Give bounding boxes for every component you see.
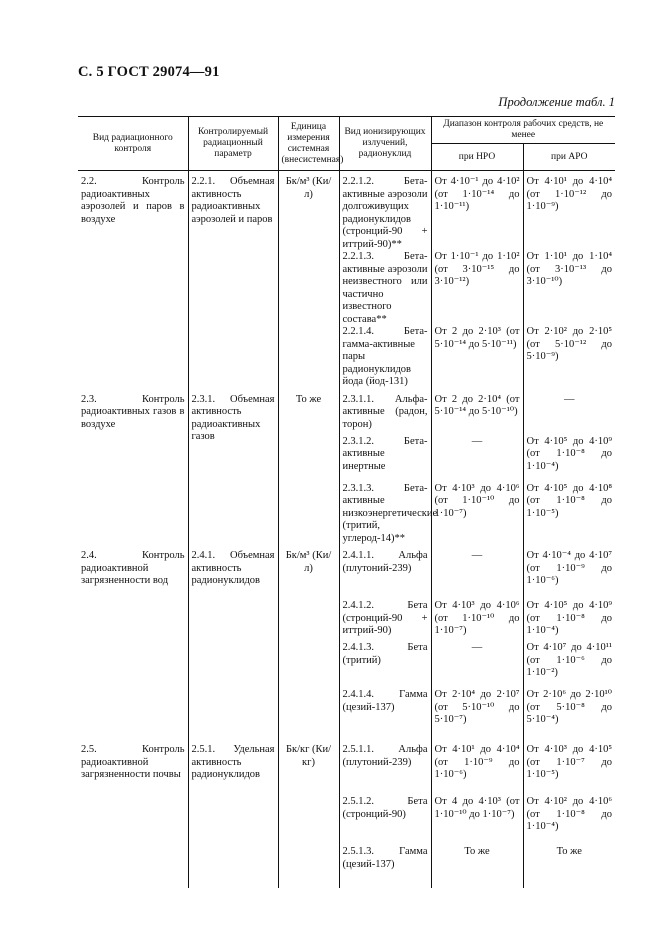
cell-aro: От 4·10⁵ до 4·10⁸ (от 1·10⁻⁸ до 1·10⁻⁵) xyxy=(523,483,615,546)
cell-aro: От 4·10¹ до 4·10⁴ (от 1·10⁻¹² до 1·10⁻⁹) xyxy=(523,171,615,252)
cell-nro: От 4·10⁻¹ до 4·10² (от 1·10⁻¹⁴ до 1·10⁻¹¹) xyxy=(431,171,523,252)
col-header-param: Контролируемый радиационный параметр xyxy=(188,117,278,171)
cell-aro: От 4·10⁵ до 4·10⁹ (от 1·10⁻⁸ до 1·10⁻⁴) xyxy=(523,436,615,483)
cell-radiation: 2.4.1.4. Гамма (цезий-137) xyxy=(339,689,431,739)
cell-radiation: 2.4.1.1. Альфа (плутоний-239) xyxy=(339,545,431,600)
cell-nro: От 4 до 4·10³ (от 1·10⁻¹⁰ до 1·10⁻⁷) xyxy=(431,796,523,846)
table-row xyxy=(78,171,615,252)
table-row xyxy=(78,545,615,600)
radiation-control-table xyxy=(78,116,615,888)
page-header: С. 5 ГОСТ 29074—91 xyxy=(78,64,220,80)
cell-nro: От 2 до 2·10³ (от 5·10⁻¹⁴ до 5·10⁻¹¹) xyxy=(431,326,523,389)
cell-aro: От 2·10² до 2·10⁵ (от 5·10⁻¹² до 5·10⁻⁹) xyxy=(523,326,615,389)
cell-nro: От 4·10¹ до 4·10⁴ (от 1·10⁻⁹ до 1·10⁻⁶) xyxy=(431,739,523,796)
cell-nro: — xyxy=(431,642,523,689)
col-header-unit: Единица измерения системная (внесистемная) xyxy=(278,117,339,171)
table-body xyxy=(78,171,615,889)
cell-radiation: 2.5.1.1. Альфа (плутоний-239) xyxy=(339,739,431,796)
cell-nro: То же xyxy=(431,846,523,888)
cell-aro: От 4·10² до 4·10⁶ (от 1·10⁻⁸ до 1·10⁻⁴) xyxy=(523,796,615,846)
cell-radiation: 2.2.1.2. Бета-активные аэрозоли долгоживущих радионуклидов (стронций-90 + иттрий-90)** xyxy=(339,171,431,252)
col-header-nro: при НРО xyxy=(431,144,523,171)
cell-unit: Бк/м³ (Ки/л) xyxy=(278,171,339,389)
cell-aro: От 4·10⁻⁴ до 4·10⁷ (от 1·10⁻⁹ до 1·10⁻⁶) xyxy=(523,545,615,600)
cell-nro: — xyxy=(431,436,523,483)
cell-nro: От 4·10³ до 4·10⁶ (от 1·10⁻¹⁰ до 1·10⁻⁷) xyxy=(431,483,523,546)
cell-radiation: 2.3.1.2. Бета-активные инертные xyxy=(339,436,431,483)
cell-kind: 2.2. Контроль радиоактивных аэрозолей и паров в воздухе xyxy=(81,176,185,225)
cell-param: 2.2.1. Объемная активность радиоактивных аэрозолей и паров xyxy=(188,171,278,389)
cell-nro: От 2·10⁴ до 2·10⁷ (от 5·10⁻¹⁰ до 5·10⁻⁷) xyxy=(431,689,523,739)
cell-kind: 2.4. Контроль радиоактивной загрязненности вод xyxy=(81,550,185,586)
cell-kind: 2.3. Контроль радиоактивных газов в воздухе xyxy=(81,393,185,430)
col-header-aro: при АРО xyxy=(523,144,615,171)
table-continuation-label: Продолжение табл. 1 xyxy=(498,95,615,109)
cell-nro: От 4·10³ до 4·10⁶ (от 1·10⁻¹⁰ до 1·10⁻⁷) xyxy=(431,600,523,642)
cell-radiation: 2.4.1.3. Бета (тритий) xyxy=(339,642,431,689)
col-header-range: Диапазон контроля рабочих средств, не менее xyxy=(431,117,615,144)
cell-radiation: 2.2.1.3. Бета-активные аэрозоли неизвестного или частично известного состава** xyxy=(339,251,431,326)
cell-aro: От 1·10¹ до 1·10⁴ (от 3·10⁻¹³ до 3·10⁻¹⁰) xyxy=(523,251,615,326)
table-header xyxy=(78,117,615,171)
cell-param: 2.5.1. Удельная активность радионуклидов xyxy=(188,739,278,888)
cell-aro: То же xyxy=(523,846,615,888)
cell-param: 2.3.1. Объемная активность радиоактивных газов xyxy=(188,389,278,546)
cell-unit: То же xyxy=(278,389,339,546)
table-row xyxy=(78,389,615,436)
cell-kind: 2.5. Контроль радиоактивной загрязненности почвы xyxy=(81,744,185,780)
cell-aro: От 2·10⁶ до 2·10¹⁰ (от 5·10⁻⁸ до 5·10⁻⁴) xyxy=(523,689,615,739)
cell-radiation: 2.5.1.2. Бета (стронций-90) xyxy=(339,796,431,846)
cell-nro: От 2 до 2·10⁴ (от 5·10⁻¹⁴ до 5·10⁻¹⁰) xyxy=(431,389,523,436)
cell-aro: От 4·10⁷ до 4·10¹¹ (от 1·10⁻⁶ до 1·10⁻²) xyxy=(523,642,615,689)
col-header-radiation: Вид ионизирующих излучений, радионуклид xyxy=(339,117,431,171)
cell-radiation: 2.3.1.3. Бета-активные низкоэнергетические (тритий, углерод-14)** xyxy=(339,483,431,546)
cell-nro: От 1·10⁻¹ до 1·10² (от 3·10⁻¹⁵ до 3·10⁻¹²) xyxy=(431,251,523,326)
cell-radiation: 2.4.1.2. Бета (стронций-90 + иттрий-90) xyxy=(339,600,431,642)
cell-nro: — xyxy=(431,545,523,600)
cell-param: 2.4.1. Объемная активность радионуклидов xyxy=(188,545,278,739)
cell-radiation: 2.5.1.3. Гамма (цезий-137) xyxy=(339,846,431,888)
cell-unit: Бк/кг (Ки/кг) xyxy=(278,739,339,888)
cell-aro: От 4·10⁵ до 4·10⁹ (от 1·10⁻⁸ до 1·10⁻⁴) xyxy=(523,600,615,642)
cell-aro: — xyxy=(523,389,615,436)
table-row xyxy=(78,739,615,796)
cell-aro: От 4·10³ до 4·10⁵ (от 1·10⁻⁷ до 1·10⁻⁵) xyxy=(523,739,615,796)
cell-radiation: 2.3.1.1. Альфа-активные (радон, торон) xyxy=(339,389,431,436)
col-header-kind: Вид радиационного контроля xyxy=(78,117,188,171)
cell-radiation: 2.2.1.4. Бета-гамма-активные пары радионуклидов йода (йод-131) xyxy=(339,326,431,389)
cell-unit: Бк/м³ (Ки/л) xyxy=(278,545,339,739)
